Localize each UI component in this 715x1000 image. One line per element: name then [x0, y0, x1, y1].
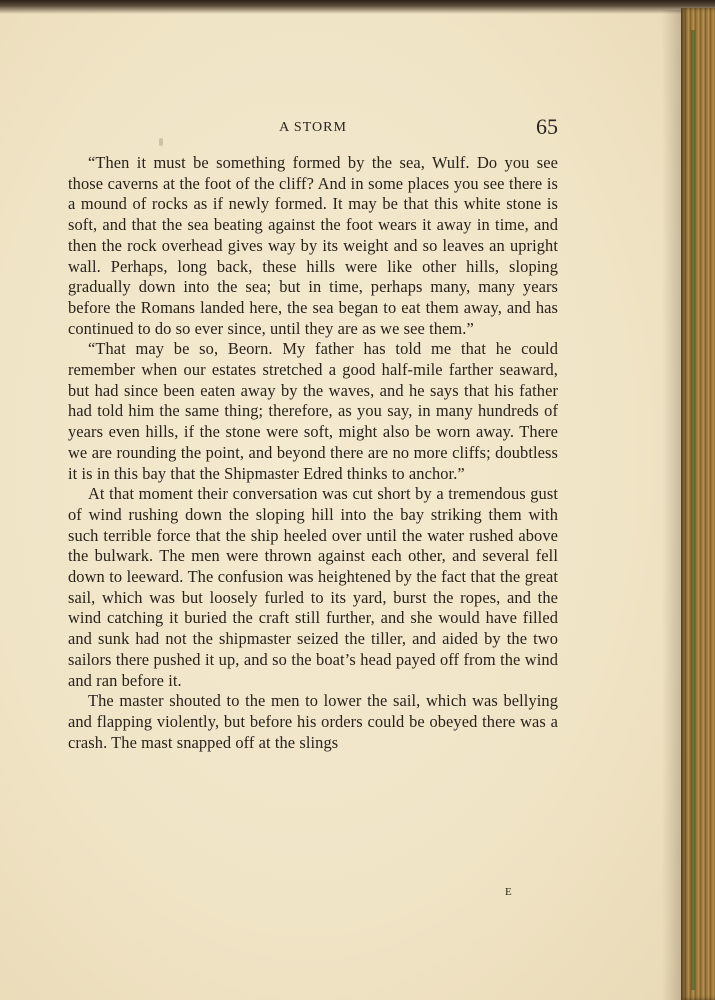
paragraph-1: “Then it must be something formed by the sea, Wulf. Do you see those caverns at the foot of the cliff? And in some places you see there is a mound of rocks as if newly formed. It may be that this white stone is soft, and that the sea beating against the foot wears it away in time, and then the rock overhead gives way by its weight and so leaves an upright wall. Perhaps, long back, these hills were like other hills, sloping gradually down into the sea; but in time, perhaps many, many years before the Romans landed here, the sea began to eat them away, and has continued to do so ever since, until they are as we see them.” [68, 153, 558, 338]
top-edge-shadow [0, 0, 715, 14]
paragraph-3: At that moment their conversation was cut short by a tremendous gust of wind rushing down the sloping hill into the bay striking them with such terrible force that the ship heeled over until the water rushed above the bulwark. The men were thrown against each other, and several fell down to leeward. The confusion was heightened by the fact that the great sail, which was but loosely furled to its yard, burst the ropes, and the wind catching it buried the craft still further, and she would have filled and sunk had not the shipmaster seized the tiller, and aided by the two sailors there pushed it up, and so the boat’s head payed off from the wind and ran before it. [68, 484, 558, 690]
page-edges-stack [681, 8, 715, 1000]
page-number: 65 [536, 114, 558, 139]
page-edge-tint [691, 30, 695, 990]
body-text [68, 153, 558, 753]
page-header [68, 114, 558, 144]
signature-mark: E [505, 886, 512, 898]
running-title: A STORM [279, 120, 347, 135]
paragraph-2: “That may be so, Beorn. My father has told me that he could remember when our estates stretched a good half-mile farther seaward, but had since been eaten away by the waves, and he says that his father had told him the same thing; therefore, as you say, in many hundreds of years even hills, if the stone were soft, might also be worn away. There we are rounding the point, and beyond there are no more cliffs; doubtless it is in this bay that the Shipmaster Edred thinks to anchor.” [68, 339, 558, 483]
paragraph-4: The master shouted to the men to lower the sail, which was bellying and flapping violently, but before his orders could be obeyed there was a crash. The mast snapped off at the slings [68, 691, 558, 752]
